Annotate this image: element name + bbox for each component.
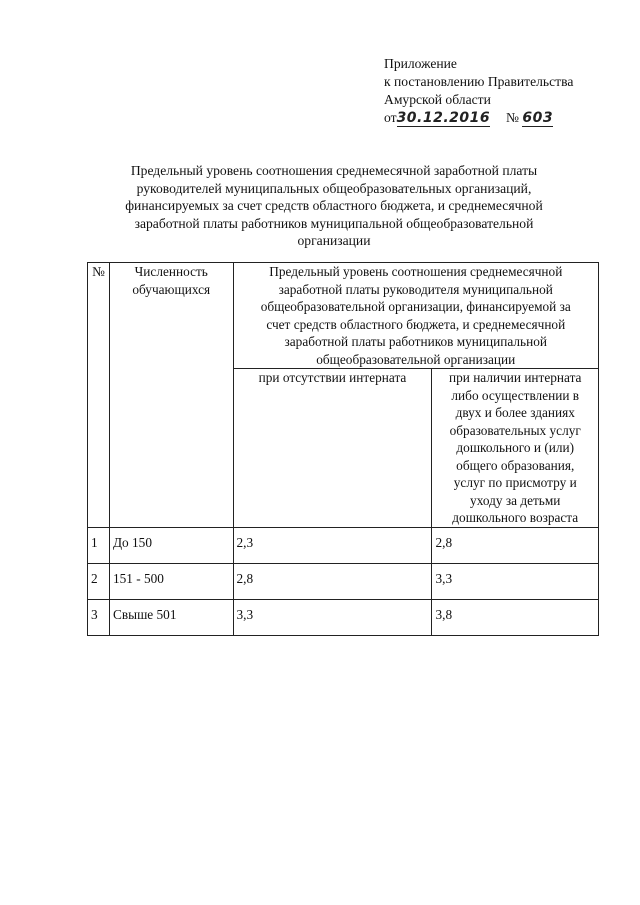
header-main-line: общеобразовательной организации, финансируемой за (260, 299, 571, 314)
header-with-boarding-line: двух и более зданиях (455, 405, 575, 420)
annex-line: Амурской области (384, 92, 491, 107)
row-count: Свыше 501 (109, 599, 233, 635)
header-with-boarding-line: уходу за детьми (470, 492, 561, 508)
header-with-boarding-line: либо осуществлении в (451, 387, 580, 403)
row-with-boarding: 3,3 (432, 563, 599, 599)
annex-block (384, 55, 573, 127)
header-count (109, 263, 233, 528)
row-no-boarding: 2,3 (233, 527, 432, 563)
header-num: № (88, 263, 110, 528)
row-num: 1 (88, 527, 110, 563)
header-with-boarding-line: услуг по присмотру и (453, 475, 577, 490)
header-no-boarding: при отсутствии интерната (233, 369, 432, 528)
title-line: заработной платы работников муниципальной общеобразовательной (134, 215, 534, 231)
handwritten-number: 603 (522, 110, 554, 126)
row-with-boarding: 2,8 (432, 527, 599, 563)
date-prefix: от (384, 110, 397, 125)
header-count-line: обучающихся (132, 281, 211, 297)
number-prefix: № (505, 110, 519, 125)
header-with-boarding-line: дошкольного и (или) (456, 440, 575, 455)
header-with-boarding-line: дошкольного возраста (452, 510, 579, 525)
header-main-line: Предельный уровень соотношения среднемесячной (269, 264, 563, 279)
row-no-boarding: 3,3 (233, 599, 432, 635)
table-row (88, 527, 599, 563)
header-main-line: заработной платы руководителя муниципальной (278, 281, 553, 297)
table-row (88, 599, 599, 635)
annex-date-line (384, 109, 573, 127)
header-main (233, 263, 598, 369)
title-line: Предельный уровень соотношения среднемесячной заработной платы (130, 163, 538, 178)
title-line: организации (297, 233, 371, 248)
row-no-boarding: 2,8 (233, 563, 432, 599)
row-count: 151 - 500 (109, 563, 233, 599)
header-count-line: Численность (134, 264, 208, 279)
row-with-boarding: 3,8 (432, 599, 599, 635)
header-with-boarding-line: образовательных услуг (449, 422, 581, 438)
header-with-boarding-line: при наличии интерната (448, 370, 582, 385)
annex-line: Приложение (384, 56, 457, 71)
header-main-line: общеобразовательной организации (316, 351, 516, 367)
header-with-boarding (432, 369, 599, 528)
row-num: 2 (88, 563, 110, 599)
row-num: 3 (88, 599, 110, 635)
table-row (88, 563, 599, 599)
annex-line: к постановлению Правительства (384, 74, 574, 89)
header-with-boarding-line: общего образования, (456, 457, 575, 473)
document-title (84, 162, 584, 250)
handwritten-date: 30.12.2016 (396, 110, 491, 126)
row-count: До 150 (109, 527, 233, 563)
ratio-table (87, 262, 599, 636)
title-line: руководителей муниципальных общеобразовательных организаций, (136, 180, 532, 196)
title-line: финансируемых за счет средств областного бюджета, и среднемесячной (125, 198, 543, 213)
header-main-line: заработной платы работников муниципальной (284, 334, 547, 349)
header-main-line: счет средств областного бюджета, и среднемесячной (266, 316, 566, 332)
table-header-row (88, 263, 599, 369)
